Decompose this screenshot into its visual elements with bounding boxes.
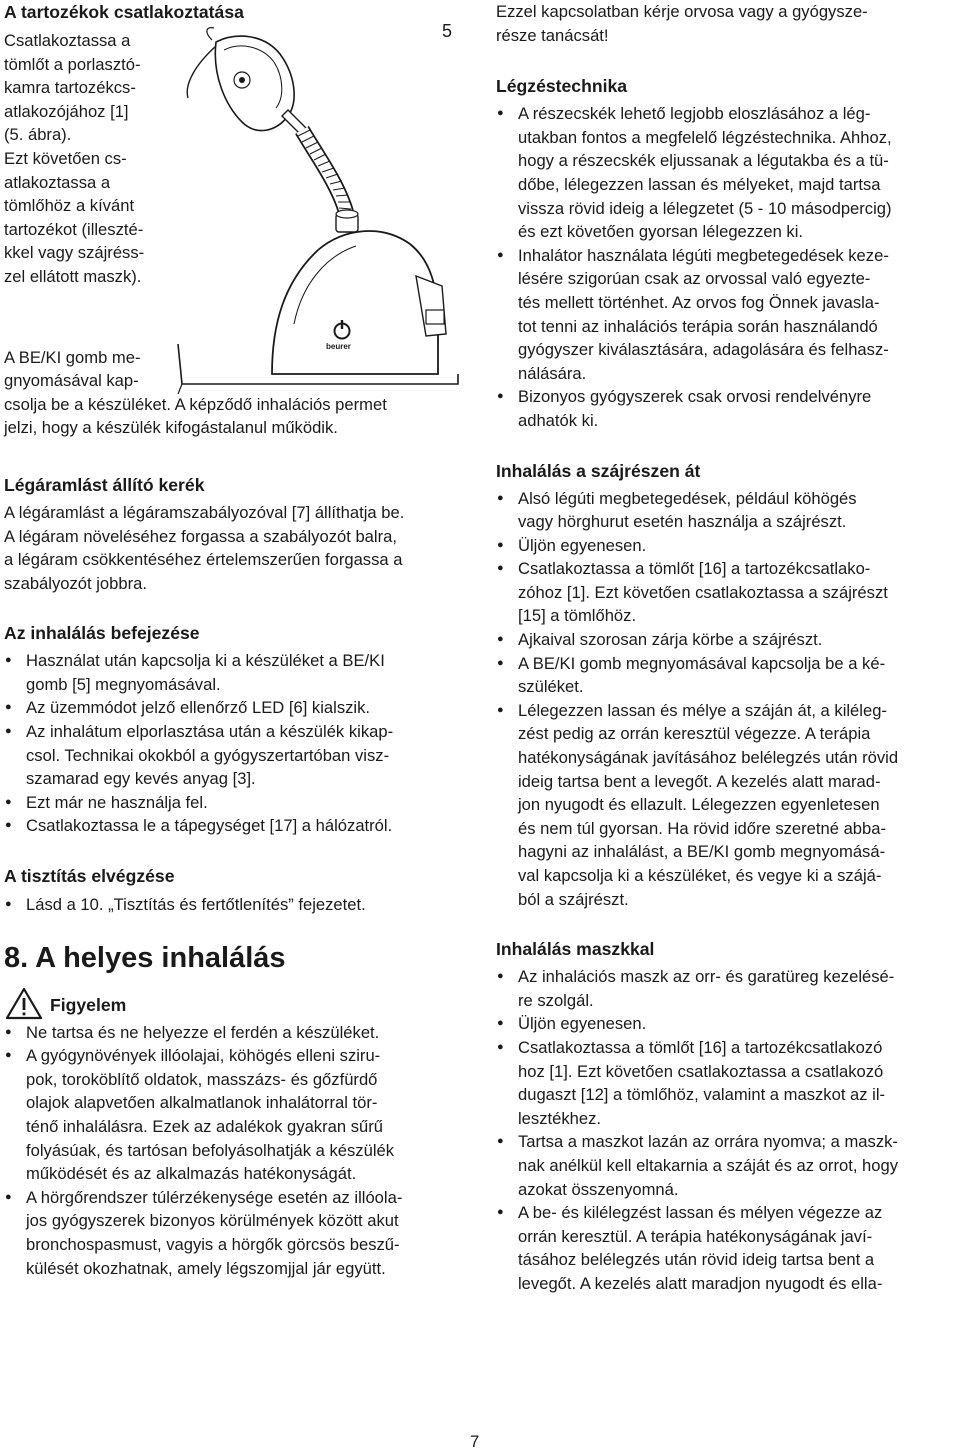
- list-item: ● Ajkaival szorosan zárja körbe a szájrészt.: [496, 628, 958, 652]
- device-brand-label: beurer: [326, 342, 351, 351]
- mouthpiece-heading: Inhalálás a szájrészen át: [496, 460, 701, 481]
- list-item: ● A BE/KI gomb megnyomásával kapcsolja be a ké- szüléket.: [496, 652, 958, 699]
- list-item: ● Bizonyos gyógyszerek csak orvosi rendelvényre adhatók ki.: [496, 385, 958, 432]
- list-item: ● Használat után kapcsolja ki a készüléket a BE/KI gomb [5] megnyomásával.: [4, 649, 474, 696]
- finish-list: [4, 649, 474, 838]
- breathing-heading: Légzéstechnika: [496, 76, 628, 97]
- list-item: ● Lélegezzen lassan és mélye a száján át, a kiléleg- zést pedig az orrán keresztül végezze. A terápia hatékonyságának javításához belélegzés után rövid ideig tartsa bent a levegőt. A kezelés alatt marad- jon nyugodt és ellazult. Lélegezzen egyenletesen és nem túl gyorsan. Ha rövid időre szeretné abba- hagyni az inhalálást, a BE/KI gomb megnyomásá- val kapcsolja ki a készüléket, és vegye ki a szájá- ból a szájrészt.: [496, 699, 958, 911]
- warning-triangle-icon: [5, 987, 43, 1020]
- cleaning-list: [4, 893, 474, 917]
- section-8-heading: 8. A helyes inhalálás: [4, 941, 286, 974]
- list-item: ● A be- és kilélegzést lassan és mélyen végezze az orrán keresztül. A terápia hatékonyságának javí- tásához belélegzés után rövid ideig tartsa bent a levegőt. A kezelés alatt maradjon nyugodt és ella-: [496, 1201, 958, 1295]
- list-item: ● Alsó légúti megbetegedések, például köhögés vagy hörghurut esetén használja a szájrészt.: [496, 487, 958, 534]
- figure-5: [176, 21, 468, 400]
- list-item: ● Az inhalátum elporlasztása után a készülék kikap- csol. Technikai okokból a gyógyszertartóban visz- szamarad egy kevés anyag [3].: [4, 720, 474, 791]
- cleaning-heading: A tisztítás elvégzése: [4, 866, 175, 887]
- list-item: ● Ezt már ne használja fel.: [4, 791, 474, 815]
- list-item: ● Csatlakoztassa a tömlőt [16] a tartozékcsatlakozó hoz [1]. Ezt követően csatlakoztassa a csatlakozó dugaszt [12] a tömlőhöz, valamint a maszkot az il- lesztékhez.: [496, 1036, 958, 1130]
- list-item: ● Az üzemmódot jelző ellenőrző LED [6] kialszik.: [4, 696, 474, 720]
- airflow-text: A légáramlást a légáramszabályozóval [7] állíthatja be. A légáram növeléséhez forgassa a szabályozót balra, a légáram csökkentéséhez értelemszerűen forgassa a szabályozót jobbra.: [4, 502, 405, 593]
- page-number: 7: [470, 1432, 480, 1451]
- list-item: ● Inhalátor használata légúti megbetegedések keze- lésére szigorúan csak az orvossal való egyezte- tés mellett történhet. Az orvos fog Önnek javasla- tot tenni az inhalációs terápia során használandó gyógyszer kiválasztására, adagolására és felhasz- nálására.: [496, 244, 958, 386]
- warning-list: [4, 1021, 474, 1281]
- list-item: ● Ne tartsa és ne helyezze el ferdén a készüléket.: [4, 1021, 474, 1045]
- intro-text: Ezzel kapcsolatban kérje orvosa vagy a gyógysze- része tanácsát!: [496, 2, 868, 45]
- finish-heading: Az inhalálás befejezése: [4, 623, 200, 644]
- list-item: ● A gyógynövények illóolajai, köhögés elleni sziru- pok, toroköblítő oldatok, masszázs- és gőzfürdő olajok alapvetően alkalmatlanok inhalátorral tör- ténő inhalálásra. Ezek az adalékok gyakran sűrű folyásúak, és tartósan befolyásolhatják a készülék működését és az alkalmazás hatékonyságát.: [4, 1044, 474, 1186]
- mask-heading: Inhalálás maszkkal: [496, 939, 655, 960]
- nebulizer-mask-illustration: [176, 24, 468, 400]
- list-item: ● A részecskék lehető legjobb eloszlásához a lég- utakban fontos a megfelelő légzéstechnika. Ahhoz, hogy a részecskék eljussanak a légutakba és a tü- dőbe, lélegezzen lassan és mélyeket, majd tartsa vissza rövid ideig a lélegzetet (5 - 10 másodpercig) és ezt követően gyorsan lélegezzen ki.: [496, 102, 958, 244]
- list-item: ● Az inhalációs maszk az orr- és garatüreg kezelésé- re szolgál.: [496, 965, 958, 1012]
- list-item: ● Csatlakoztassa le a tápegységet [17] a hálózatról.: [4, 814, 474, 838]
- list-item: ● Lásd a 10. „Tisztítás és fertőtlenítés” fejezetet.: [4, 893, 474, 917]
- list-item: ● Üljön egyenesen.: [496, 534, 958, 558]
- power-on-text: A BE/KI gomb me- gnyomásával kap- csolja be a készüléket. A képződő inhalációs permet jelzi, hogy a készülék kifogástalanul működik.: [4, 347, 387, 438]
- accessories-text: Csatlakoztassa a tömlőt a porlasztó- kamra tartozékcs- atlakozójához [1] (5. ábra). Ezt követően cs- atlakoztassa a tömlőhöz a kívánt tartozékot (illeszté- kkel vagy szájréss- zel ellátott maszk).: [4, 31, 145, 286]
- breathing-list: [496, 102, 958, 432]
- figure-number: 5: [441, 21, 452, 41]
- warning-row: [4, 987, 474, 1021]
- warning-label: Figyelem: [50, 994, 127, 1015]
- list-item: ● Tartsa a maszkot lazán az orrára nyomva; a maszk- nak anélkül kell eltakarnia a száját és az orrot, hogy azokat összenyomná.: [496, 1130, 958, 1201]
- airflow-heading: Légáramlást állító kerék: [4, 474, 205, 495]
- list-item: ● Üljön egyenesen.: [496, 1012, 958, 1036]
- list-item: ● Csatlakoztassa a tömlőt [16] a tartozékcsatlako- zóhoz [1]. Ezt követően csatlakoztassa a szájrészt [15] a tömlőhöz.: [496, 557, 958, 628]
- right-column: [496, 0, 958, 1296]
- list-item: ● A hörgőrendszer túlérzékenysége esetén az illóola- jos gyógyszerek bizonyos körülmények között akut bronchospasmust, vagyis a hörgők görcsös beszű- külését okozhatnak, amely légszomjjal jár együtt.: [4, 1186, 474, 1280]
- mask-list: [496, 965, 958, 1295]
- mouthpiece-list: [496, 487, 958, 912]
- accessories-heading: A tartozékok csatlakoztatása: [4, 2, 244, 22]
